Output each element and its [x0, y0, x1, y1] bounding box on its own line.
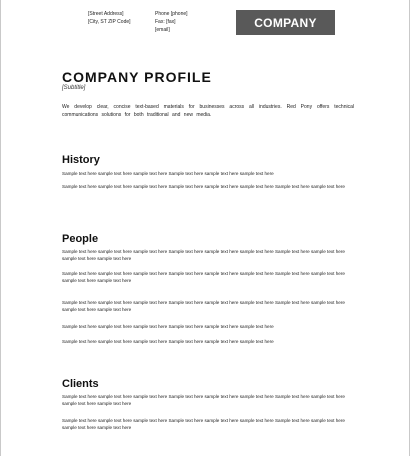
history-paragraph: Sample text here sample text here sample text here Sample text here sample text here sample text here Sample text here sample text here — [62, 184, 345, 189]
page-title: COMPANY PROFILE — [62, 69, 212, 85]
intro-paragraph: We develop clear, concise text-based materials for businesses across all industries. Red Pony offers technical communications solutions for both traditional and new media. — [62, 104, 354, 118]
clients-paragraph: Sample text here sample text here sample text here Sample text here sample text here sample text here Sample text here sample text here sample text here sample text here — [62, 394, 345, 407]
clients-paragraph: Sample text here sample text here sample text here Sample text here sample text here sample text here Sample text here sample text here sample text here sample text here — [62, 418, 345, 431]
company-logo: COMPANY — [236, 10, 335, 35]
email-line: [email] — [155, 27, 170, 33]
fax-line: Fax: [fax] — [155, 19, 176, 25]
history-paragraph: Sample text here sample text here sample text here Sample text here sample text here sample text here — [62, 171, 274, 176]
page-subtitle: [Subtitle] — [62, 85, 86, 91]
people-heading: People — [62, 233, 99, 245]
people-paragraph: Sample text here sample text here sample text here Sample text here sample text here sample text here Sample text here sample text here sample text here sample text here — [62, 249, 345, 262]
history-heading: History — [62, 154, 100, 166]
people-paragraph: Sample text here sample text here sample text here Sample text here sample text here sample text here — [62, 339, 274, 344]
phone-line: Phone [phone] — [155, 11, 188, 17]
city-state-zip: [City, ST ZIP Code] — [88, 19, 131, 25]
people-paragraph: Sample text here sample text here sample text here Sample text here sample text here sample text here — [62, 324, 274, 329]
clients-heading: Clients — [62, 378, 99, 390]
people-paragraph: Sample text here sample text here sample text here Sample text here sample text here sample text here Sample text here sample text here sample text here sample text here — [62, 271, 345, 284]
address-block — [88, 10, 131, 26]
people-paragraph: Sample text here sample text here sample text here Sample text here sample text here sample text here Sample text here sample text here sample text here sample text here — [62, 300, 345, 313]
street-address: [Street Address] — [88, 11, 124, 17]
contact-block — [155, 10, 188, 34]
